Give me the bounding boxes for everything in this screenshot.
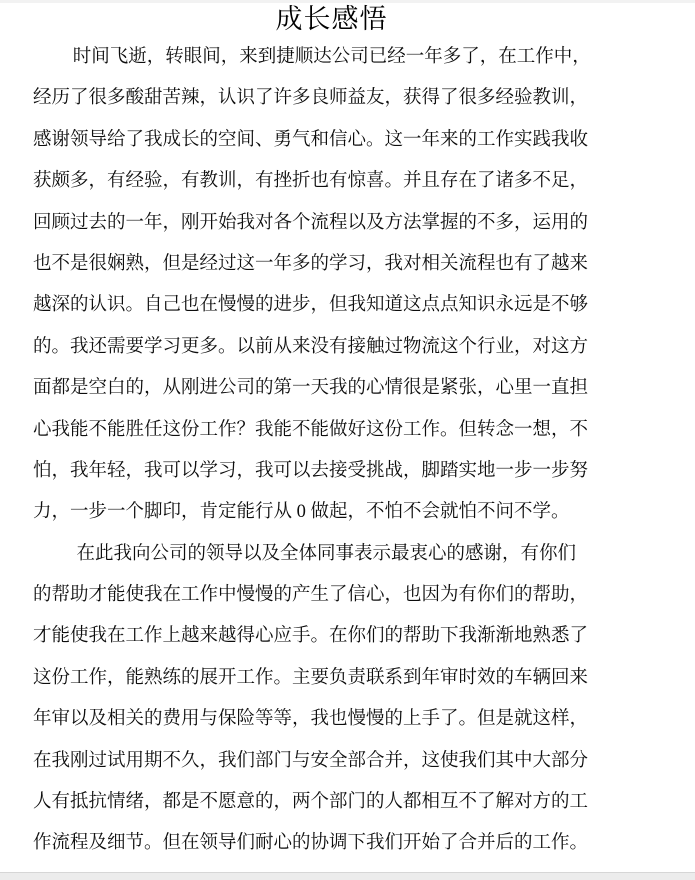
text-line[interactable]: 在我刚过试用期不久，我们部门与安全部合并，这使我们其中大部分 [33, 750, 589, 771]
text-line[interactable]: 心我能不能胜任这份工作？我能不能做好这份工作。但转念一想，不 [33, 419, 589, 440]
document-title[interactable]: 成长感悟 [275, 4, 388, 34]
text-line[interactable]: 怕，我年轻，我可以学习，我可以去接受挑战，脚踏实地一步一步努 [33, 460, 589, 481]
text-line[interactable]: 时间飞逝，转眼间，来到捷顺达公司已经一年多了，在工作中， [72, 47, 591, 67]
text-line[interactable]: 的帮助才能使我在工作中慢慢的产生了信心，也因为有你们的帮助， [33, 585, 589, 606]
text-line[interactable]: 力，一步一个脚印，肯定能行从 0 做起，不怕不会就怕不问不学。 [33, 502, 570, 523]
text-line[interactable]: 也不是很娴熟，但是经过这一年多的学习，我对相关流程也有了越来 [33, 253, 589, 274]
text-line[interactable]: 越深的认识。自己也在慢慢的进步，但我知道这点点知识永远是不够 [33, 295, 589, 316]
text-line[interactable]: 经历了很多酸甜苦辣，认识了许多良师益友，获得了很多经验教训， [33, 88, 589, 109]
text-line[interactable]: 年审以及相关的费用与保险等等，我也慢慢的上手了。但是就这样， [33, 709, 589, 730]
text-line[interactable]: 回顾过去的一年，刚开始我对各个流程以及方法掌握的不多，运用的 [33, 212, 589, 233]
text-line[interactable]: 的。我还需要学习更多。以前从来没有接触过物流这个行业，对这方 [33, 336, 589, 357]
text-line[interactable]: 这份工作，能熟练的展开工作。主要负责联系到年审时效的车辆回来 [33, 667, 589, 688]
text-line[interactable]: 在此我向公司的领导以及全体同事表示最衷心的感谢，有你们 [76, 543, 576, 564]
text-line[interactable]: 人有抵抗情绪，都是不愿意的，两个部门的人都相互不了解对方的工 [33, 792, 589, 813]
document-text-area[interactable] [33, 37, 695, 865]
text-line[interactable]: 面都是空白的，从刚进公司的第一天我的心情很是紧张，心里一直担 [33, 378, 589, 399]
text-line[interactable]: 才能使我在工作上越来越得心应手。在你们的帮助下我渐渐地熟悉了 [33, 626, 589, 647]
text-line[interactable]: 获颇多，有经验，有教训，有挫折也有惊喜。并且存在了诸多不足， [33, 171, 589, 192]
text-line[interactable]: 作流程及细节。但在领导们耐心的协调下我们开始了合并后的工作。 [33, 833, 589, 854]
page-bottom-boundary [0, 872, 695, 880]
text-line[interactable]: 感谢领导给了我成长的空间、勇气和信心。这一年来的工作实践我收 [33, 129, 589, 150]
